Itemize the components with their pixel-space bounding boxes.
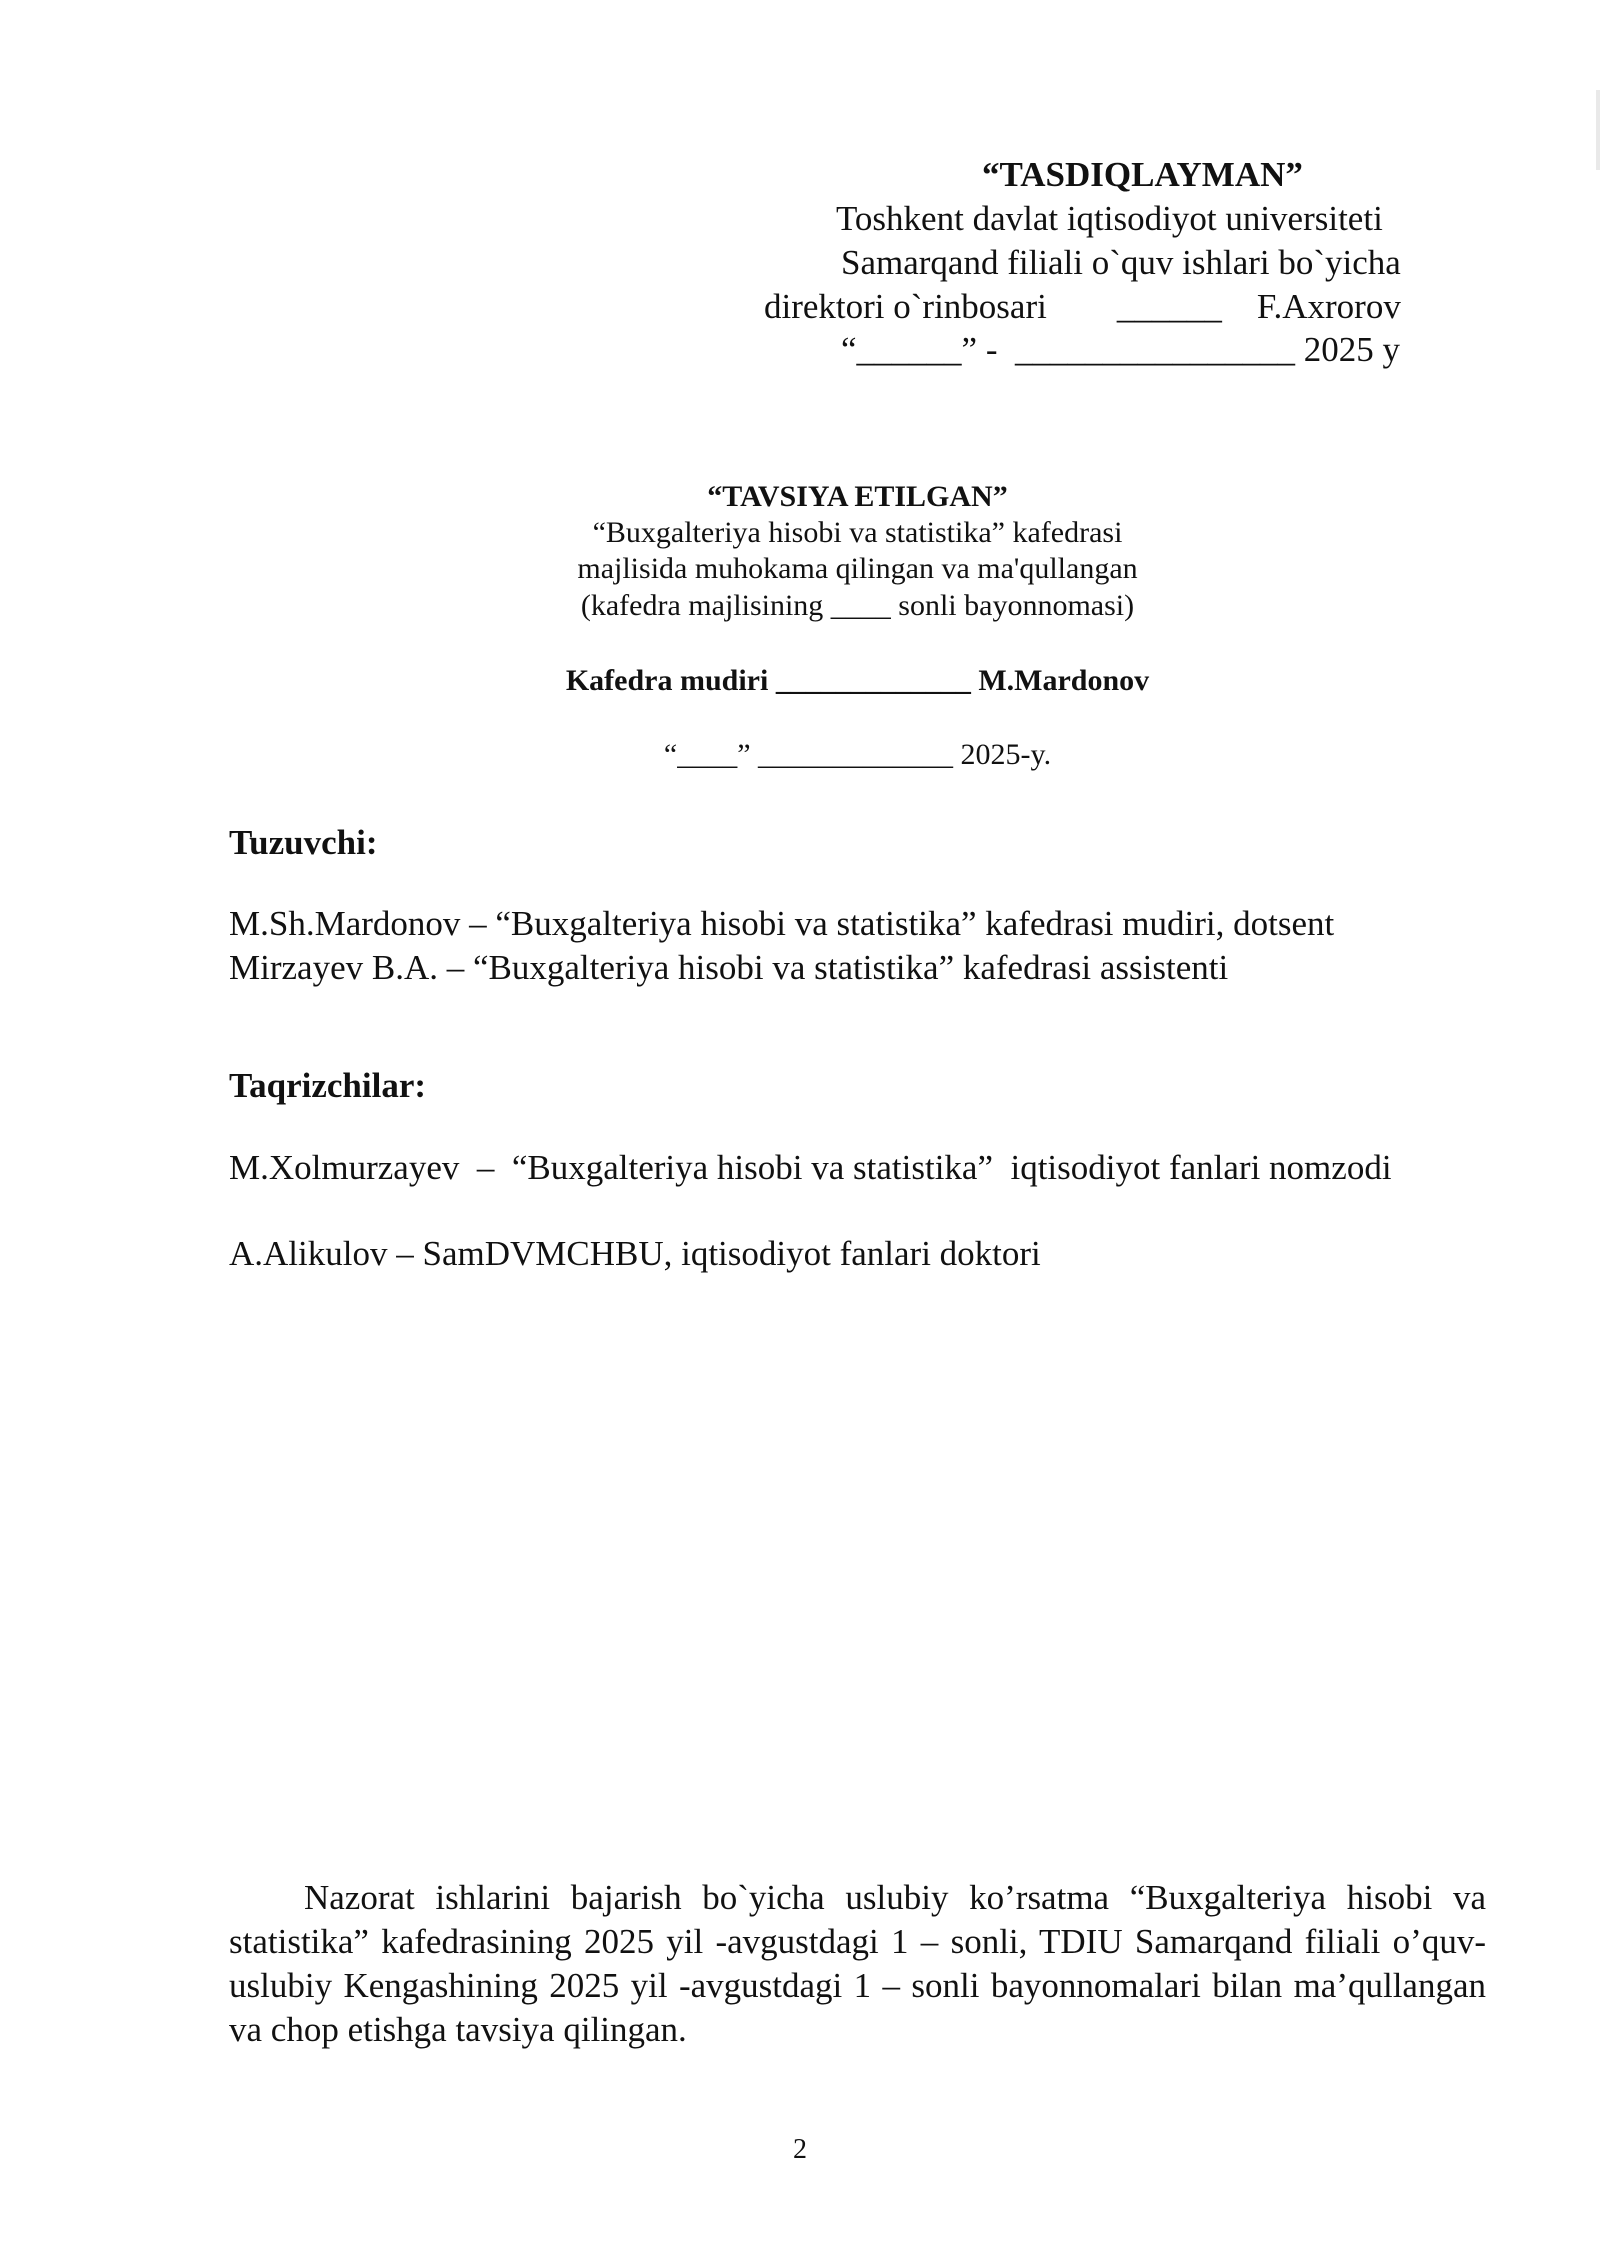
recommended-date-line: “____” _____________ 2025-y. — [663, 738, 1052, 771]
recommended-line-3: (kafedra majlisining ____ sonli bayonnomasi) — [580, 589, 1135, 622]
compilers-heading: Tuzuvchi: — [229, 823, 378, 862]
page-edge-shadow — [1596, 90, 1600, 170]
recommended-line-2: majlisida muhokama qilingan va ma'qullangan — [577, 552, 1138, 585]
recommended-line-1: “Buxgalteriya hisobi va statistika” kafedrasi — [592, 516, 1123, 549]
reviewers-heading: Taqrizchilar: — [229, 1066, 427, 1105]
compiler-item: M.Sh.Mardonov – “Buxgalteriya hisobi va statistika” kafedrasi mudiri, dotsent — [229, 904, 1335, 943]
reviewer-item: A.Alikulov – SamDVMCHBU, iqtisodiyot fanlari doktori — [229, 1234, 1041, 1273]
approval-line-2: Samarqand filiali o`quv ishlari bo`yicha — [841, 243, 1401, 282]
approval-title: “TASDIQLAYMAN” — [982, 155, 1303, 194]
approval-note-paragraph — [229, 1876, 1486, 2052]
approval-line-1: Toshkent davlat iqtisodiyot universiteti — [836, 199, 1383, 238]
approval-line-4: “______” - ________________ 2025 y — [841, 330, 1400, 369]
compiler-item: Mirzayev B.A. – “Buxgalteriya hisobi va statistika” kafedrasi assistenti — [229, 948, 1229, 987]
approval-line-3: direktori o`rinbosari ______ F.Axrorov — [764, 287, 1401, 326]
approval-note-text: Nazorat ishlarini bajarish bo`yicha uslubiy ko’rsatma “Buxgalteriya hisobi va statistika” kafedrasining 2025 yil -avgustdagi 1 – sonli, TDIU Samarqand filiali o’quv-uslubiy Kengashining 2025 yil -avgustdagi 1 – sonli bayonnomalari bilan ma’qullangan va chop etishga tavsiya qilingan. — [229, 1878, 1486, 2049]
department-head-line: Kafedra mudiri _____________ M.Mardonov — [565, 664, 1150, 697]
reviewer-item: M.Xolmurzayev – “Buxgalteriya hisobi va statistika” iqtisodiyot fanlari nomzodi — [229, 1148, 1392, 1187]
page-number: 2 — [793, 2134, 807, 2165]
recommended-title: “TAVSIYA ETILGAN” — [707, 480, 1008, 513]
